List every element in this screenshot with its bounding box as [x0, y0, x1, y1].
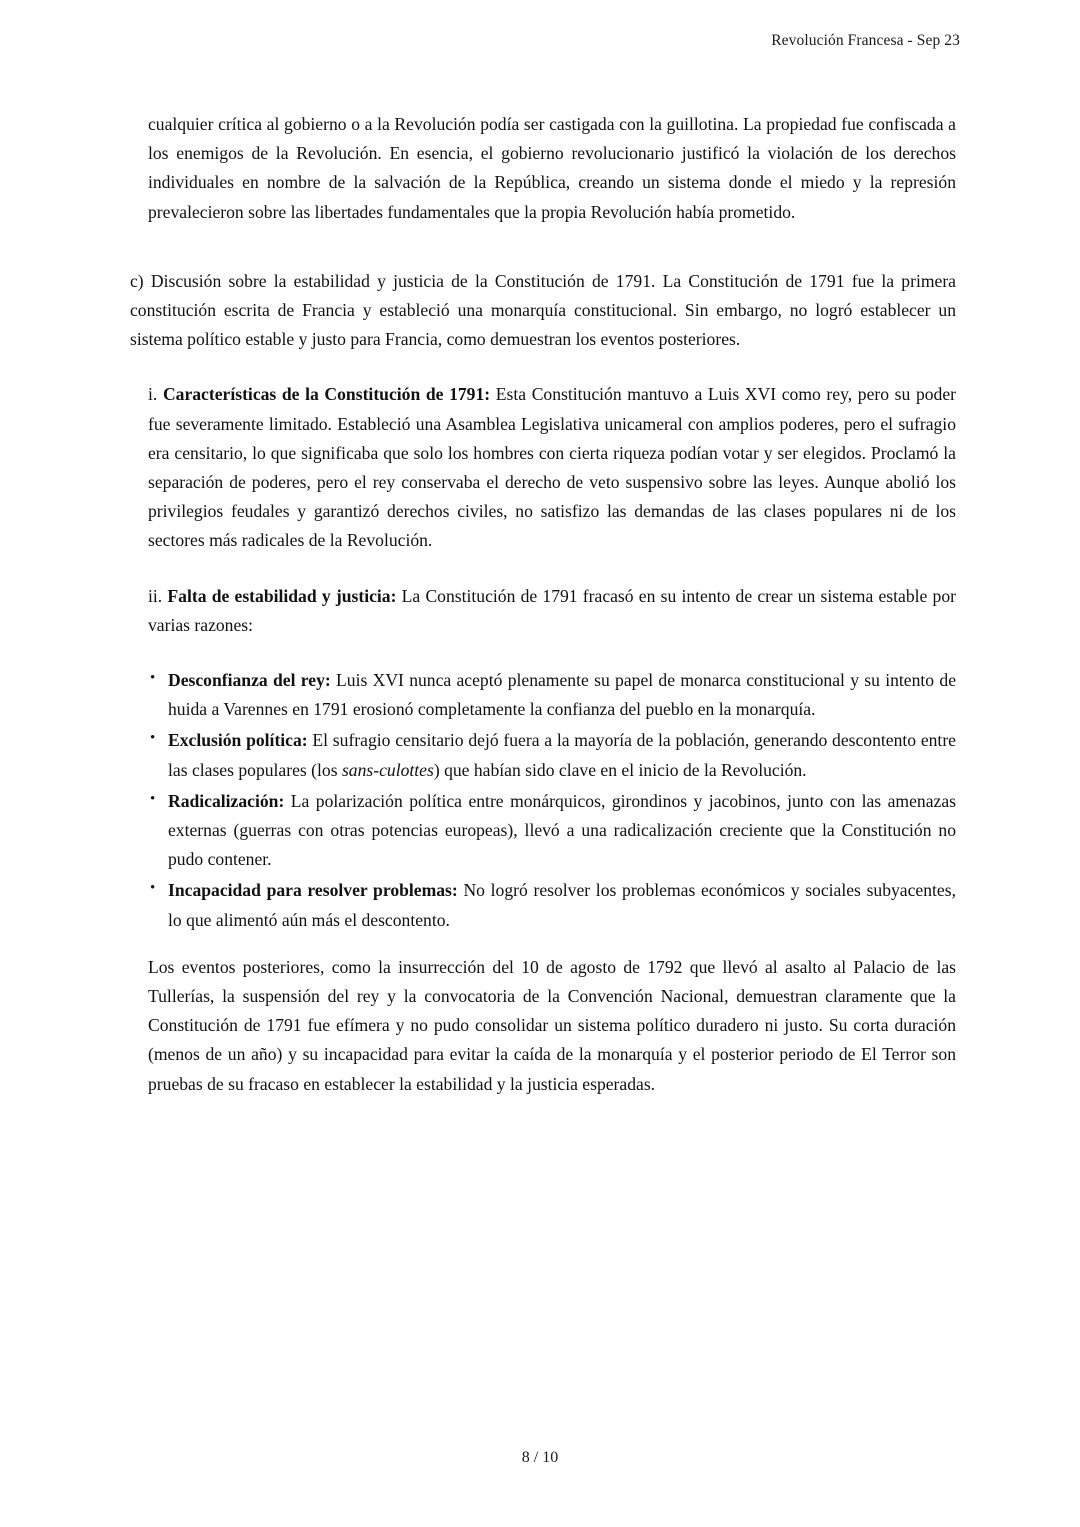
spacer [130, 354, 956, 380]
paragraph-continued: cualquier crítica al gobierno o a la Revolución podía ser castigada con la guillotina. La propiedad fue confiscada a los enemigos de la Revolución. En esencia, el gobierno revolucionario justificó la violación de los derechos individuales en nombre de la salvación de la República, creando un sistema donde el miedo y la represión prevalecieron sobre las libertades fundamentales que la propia Revolución había prometido. [148, 114, 956, 222]
spacer [130, 937, 956, 953]
list-item [168, 726, 956, 784]
subitem-ii-heading: Falta de estabilidad y justicia: [167, 585, 397, 606]
spacer [130, 556, 956, 582]
page-number: 8 / 10 [521, 1449, 559, 1466]
subitem-ii [148, 582, 956, 640]
subitem-i-heading: Características de la Constitución de 1791: [162, 384, 491, 405]
subitem-ii-text: La Constitución de 1791 fracasó en su intento de crear un sistema estable por varias razones: [148, 585, 956, 635]
paragraph-section-c: c) Discusión sobre la estabilidad y justicia de la Constitución de 1791. La Constitución de 1791 fue la primera constitución escrita de Francia y estableció una monarquía constitucional. Sin embargo, no logró establecer un sistema político estable y justo para Francia, como demuestran los eventos posteriores. [130, 270, 956, 350]
subitem-i-text: Esta Constitución mantuvo a Luis XVI como rey, pero su poder fue severamente limitado. Estableció una Asamblea Legislativa unicameral con amplios poderes, pero el sufragio era censitario, lo que significaba que solo los hombres con cierta riqueza podían votar y ser elegidos. Proclamó la separación de poderes, pero el rey conservaba el derecho de veto suspensivo sobre las leyes. Aunque abolió los privilegios feudales y garantizó derechos civiles, no satisfizo las demandas de las clases populares ni de los sectores más radicales de la Revolución. [148, 384, 956, 551]
list-item [168, 787, 956, 875]
list-item-text: No logró resolver los problemas económicos y sociales subyacentes, lo que alimentó aún más el descontento. [168, 880, 956, 930]
list-item-text: La polarización política entre monárquicos, girondinos y jacobinos, junto con las amenazas externas (guerras con otras potencias europeas), llevó a una radicalización creciente que la Constitución no pudo contener. [168, 790, 956, 870]
page-content [130, 110, 956, 1099]
list-item-text: Luis XVI nunca aceptó plenamente su papel de monarca constitucional y su intento de huida a Varennes en 1791 erosionó completamente la confianza del pueblo en la monarquía. [168, 670, 957, 720]
running-header: Revolución Francesa - Sep 23 [771, 32, 960, 49]
paragraph-closing: Los eventos posteriores, como la insurrección del 10 de agosto de 1792 que llevó al asalto al Palacio de las Tullerías, la suspensión del rey y la convocatoria de la Convención Nacional, demuestran claramente que la Constitución de 1791 fue efímera y no pudo consolidar un sistema político duradero ni justo. Su corta duración (menos de un año) y su incapacidad para evitar la caída de la monarquía y el posterior periodo de El Terror son pruebas de su fracaso en establecer la estabilidad y la justicia esperadas. [148, 956, 956, 1094]
list-item-heading: Incapacidad para resolver problemas: [168, 880, 458, 901]
subitem-i-marker: i. [148, 384, 158, 405]
subitem-i [148, 380, 956, 555]
list-item-heading: Radicalización: [168, 790, 285, 811]
list-item-emphasis: sans-culottes [341, 759, 434, 780]
list-item [168, 666, 956, 724]
list-item-text-before: El sufragio censitario dejó fuera a la mayoría de la población, generando descontento entre las clases populares (los [168, 730, 956, 780]
subitem-ii-marker: ii. [148, 585, 163, 606]
list-item [168, 876, 956, 934]
list-item-text-after: ) que habían sido clave en el inicio de la Revolución. [433, 759, 807, 780]
spacer [130, 227, 956, 267]
bullet-list [130, 666, 956, 935]
list-item-heading: Desconfianza del rey: [168, 670, 331, 691]
list-item-heading: Exclusión política: [168, 730, 308, 751]
spacer [130, 640, 956, 666]
